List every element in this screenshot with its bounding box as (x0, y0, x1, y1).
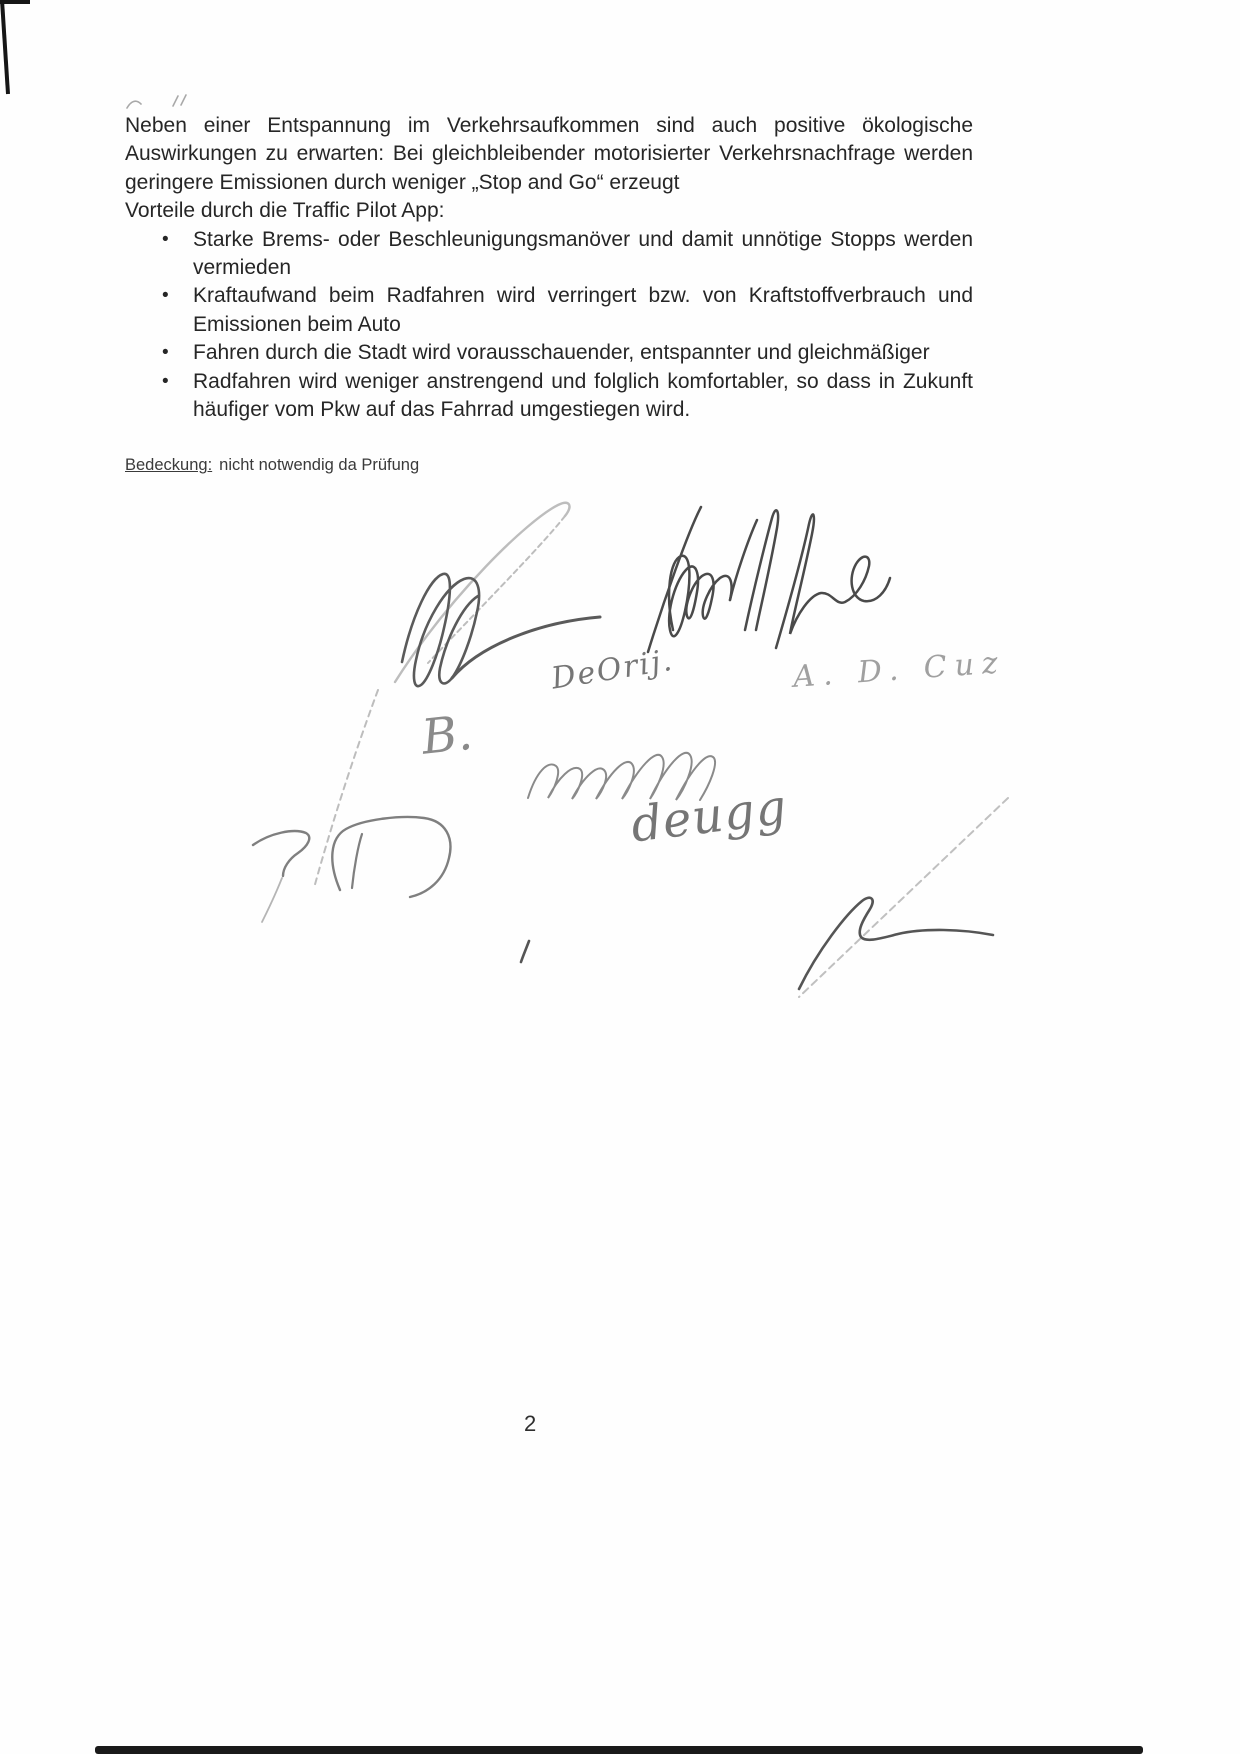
handwritten-annotation: DeOrij. (549, 642, 677, 697)
bullet-icon: • (162, 285, 169, 307)
open-loop-mark (253, 817, 450, 922)
faint-loop-flourish (314, 503, 569, 888)
coverage-note-label: Bedeckung: (125, 456, 213, 475)
list-item-text: Kraftaufwand beim Radfahren wird verringert bzw. von Kraftstoffverbrauch und Emissionen beim Auto (193, 284, 973, 336)
scan-bottom-edge (95, 1746, 1143, 1754)
bullet-icon: • (162, 370, 169, 392)
handwritten-initial: B. (419, 704, 476, 766)
scan-corner-artifact (0, 0, 30, 94)
flourish-bottom-right (799, 798, 1008, 997)
list-item-text: Fahren durch die Stadt wird vorausschauender, entspannter und gleichmäßiger (193, 341, 930, 365)
list-item-text: Radfahren wird weniger anstrengend und folglich komfortabler, so dass in Zukunft häufiger vom Pkw auf das Fahrrad umgestiegen wird. (193, 369, 973, 422)
page-number: 2 (524, 1411, 537, 1436)
signature-right (648, 507, 890, 652)
bullet-icon: • (162, 228, 169, 250)
list-item-text: Starke Brems- oder Beschleunigungsmanöver und damit unnötige Stopps werden vermieden (193, 227, 973, 280)
coverage-note-text: nicht notwendig da Prüfung (219, 456, 420, 475)
handwritten-annotation: deugg (628, 778, 791, 854)
handwritten-annotation: A. D. Cuz (792, 645, 1007, 695)
bullet-icon: • (162, 342, 169, 364)
opening-paragraph: Neben einer Entspannung im Verkehrsaufkommen sind auch positive ökologische Auswirkungen zu erwarten: Bei gleichbleibender motorisierter Verkehrsnachfrage werden geringere Emissionen durch weniger „Stop and Go“ erzeugt (125, 114, 973, 194)
tick-mark (521, 941, 529, 962)
stray-pen-marks (127, 95, 186, 108)
list-intro-line: Vorteile durch die Traffic Pilot App: (125, 199, 445, 223)
